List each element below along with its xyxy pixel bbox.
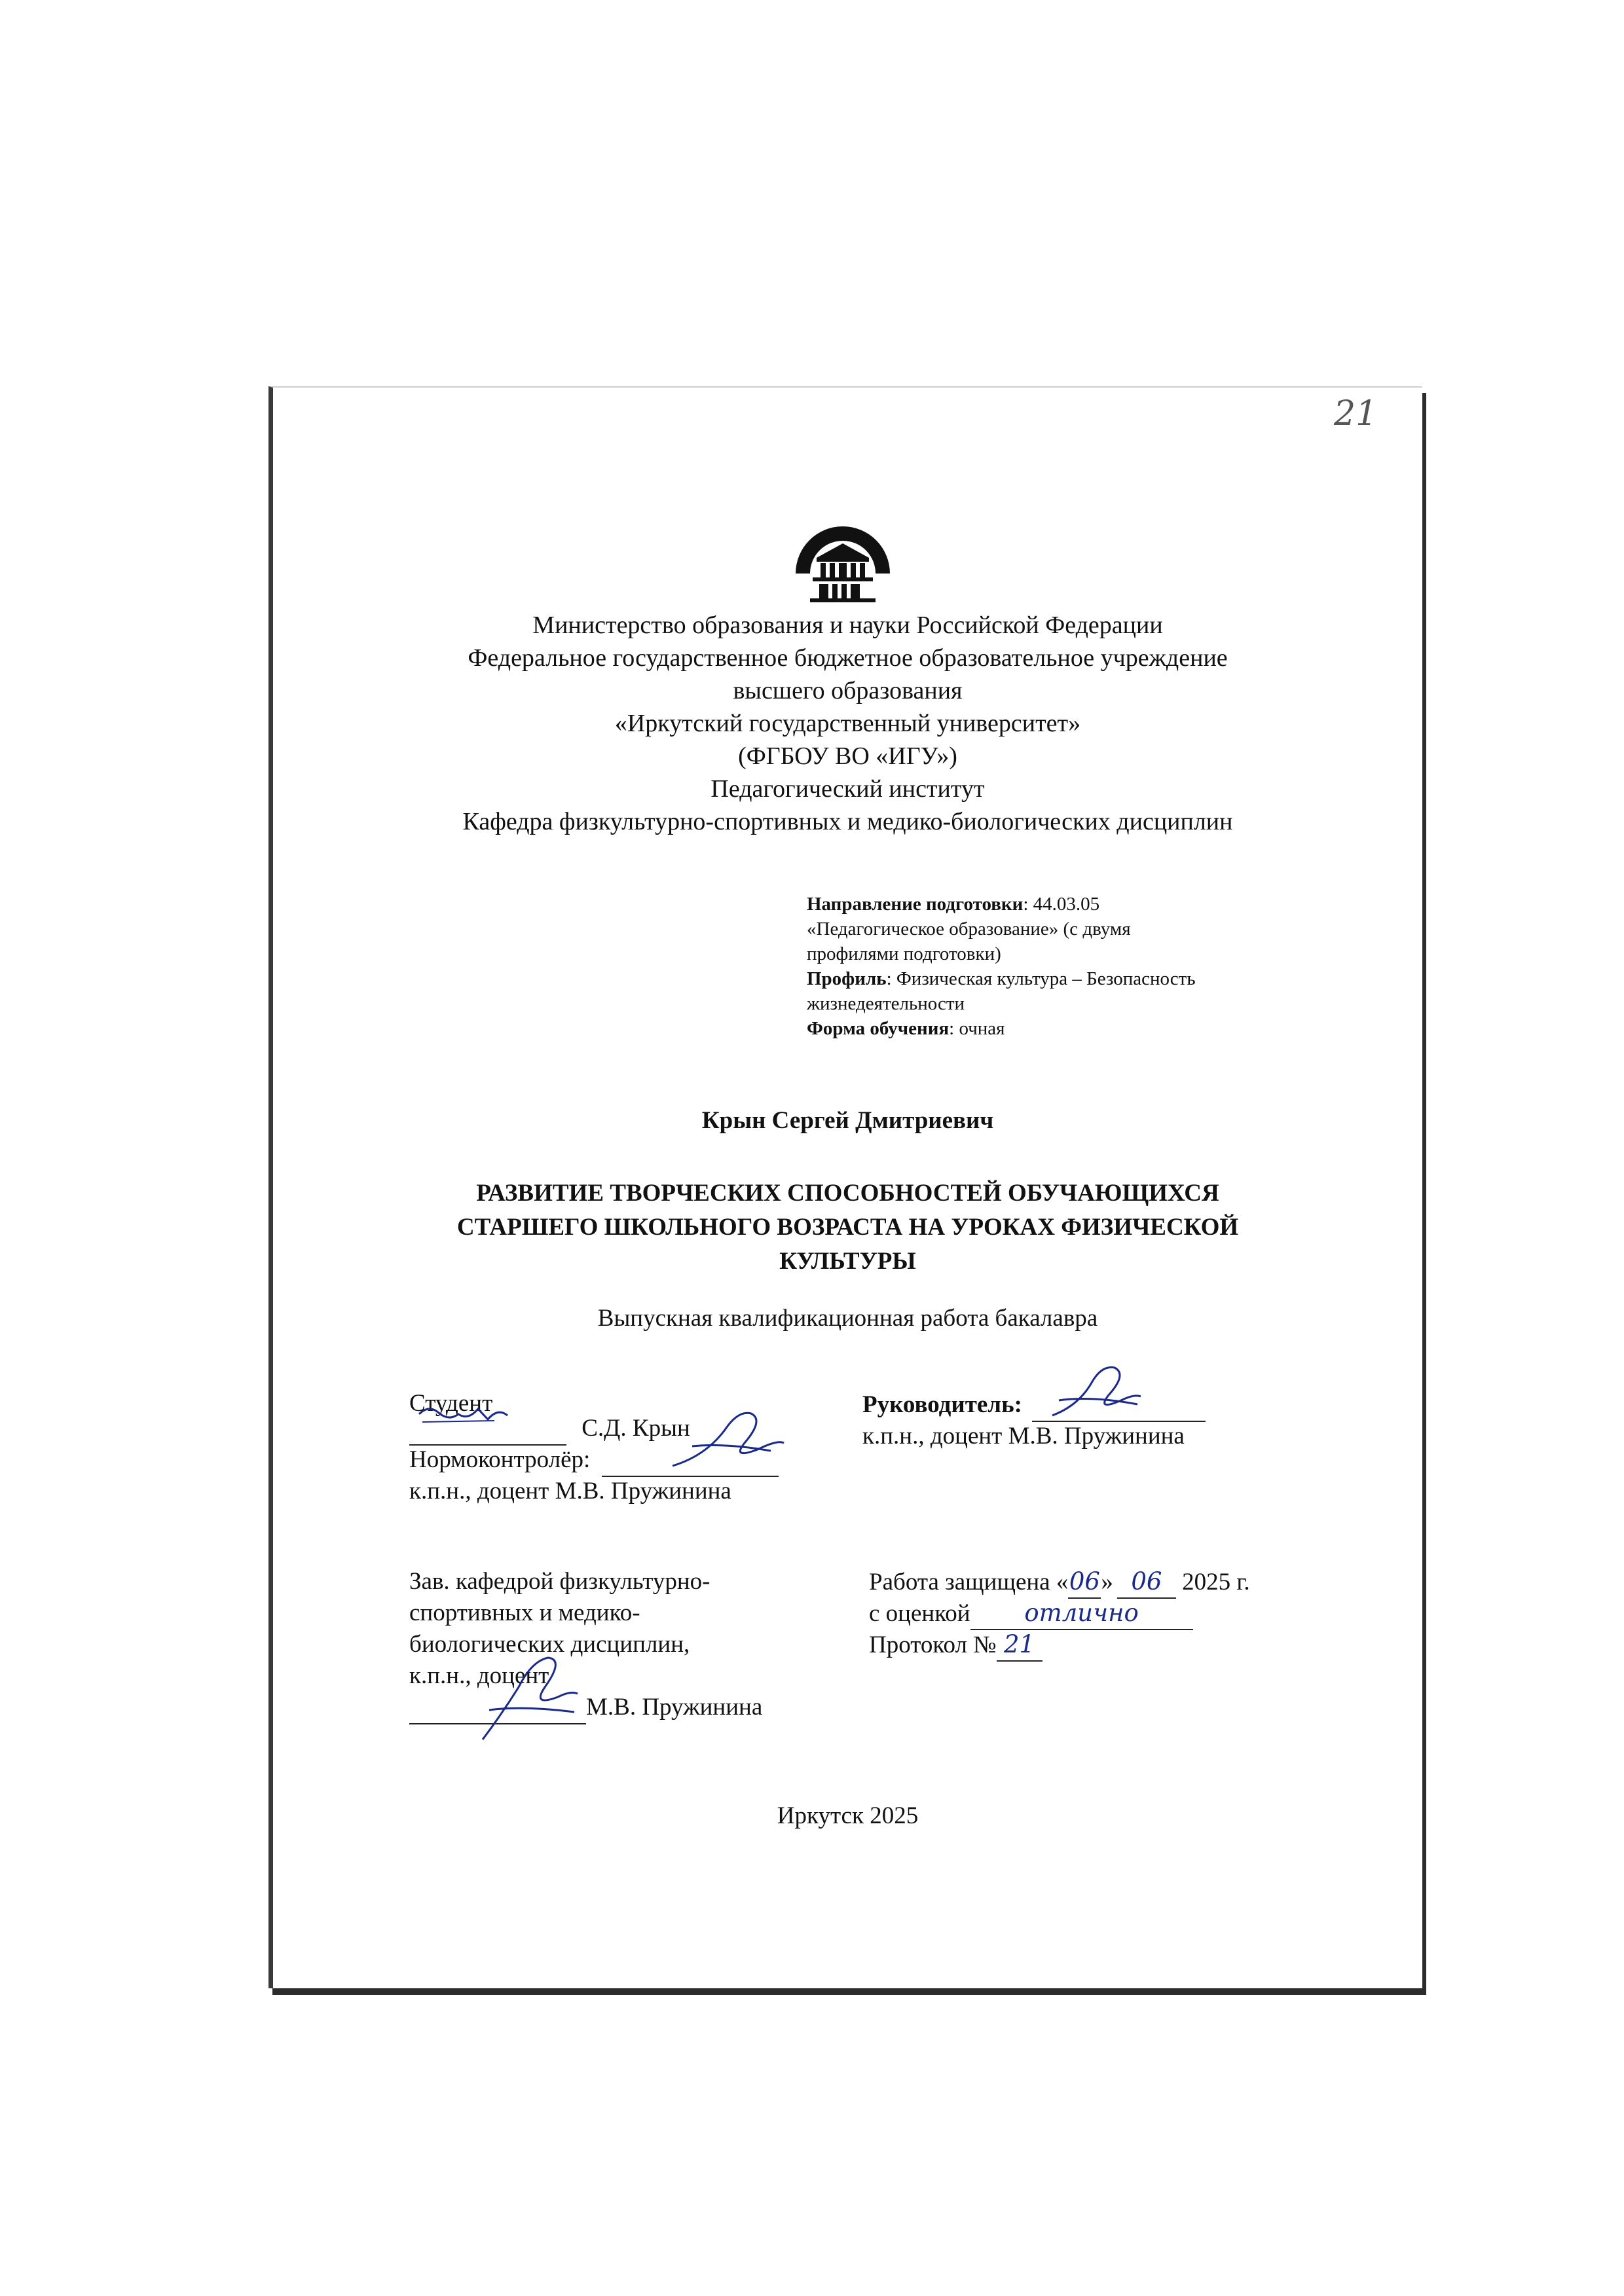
program-info <box>807 892 1278 1041</box>
supervisor-signature-mark <box>1046 1360 1144 1425</box>
form-label: Форма обучения <box>807 1018 950 1039</box>
thesis-title <box>273 1176 1422 1279</box>
protocol-value: 21 <box>997 1629 1043 1662</box>
head-line-4: к.п.н., доцент <box>409 1662 549 1689</box>
author-name: Крын Сергей Дмитриевич <box>701 1107 994 1134</box>
defense-mid: » <box>1101 1569 1113 1595</box>
head-signature-mark <box>470 1648 581 1746</box>
normcontrol-signature-mark <box>666 1404 790 1476</box>
university-logo <box>790 519 895 602</box>
thesis-title-line-1: РАЗВИТИЕ ТВОРЧЕСКИХ СПОСОБНОСТЕЙ ОБУЧАЮЩИХСЯ <box>476 1180 1219 1207</box>
supervisor-label: Руководитель: <box>862 1391 1022 1418</box>
defense-year: 2025 г. <box>1182 1569 1250 1595</box>
header-education-level: высшего образования <box>733 677 963 704</box>
defense-day: 06 <box>1068 1566 1101 1599</box>
header-abbreviation: (ФГБОУ ВО «ИГУ») <box>738 742 957 770</box>
profile-line <box>807 966 1278 991</box>
header-institution-type: Федеральное государственное бюджетное образовательное учреждение <box>468 644 1228 672</box>
head-name: М.В. Пружинина <box>586 1694 763 1721</box>
direction-label: Направление подготовки <box>807 894 1024 915</box>
form-value: : очная <box>949 1018 1005 1039</box>
supervisor-person: к.п.н., доцент М.В. Пружинина <box>862 1423 1185 1449</box>
normcontrol-label: Нормоконтролёр: <box>409 1446 591 1473</box>
head-line-2: спортивных и медико- <box>409 1599 640 1626</box>
direction-line <box>807 892 1278 917</box>
defense-row <box>869 1566 1250 1599</box>
form-line <box>807 1016 1278 1041</box>
direction-line-2: «Педагогическое образование» (с двумя <box>807 919 1131 939</box>
defense-month: 06 <box>1117 1566 1176 1599</box>
student-signature-mark <box>416 1401 514 1427</box>
grade-row <box>869 1597 1193 1630</box>
header-ministry: Министерство образования и науки Российской Федерации <box>532 611 1163 639</box>
header-department: Кафедра физкультурно-спортивных и медико-биологических дисциплин <box>462 808 1233 835</box>
profile-line-2: жизнедеятельности <box>807 993 965 1014</box>
header-institute: Педагогический институт <box>710 775 985 803</box>
protocol-row <box>869 1629 1043 1662</box>
grade-label: с оценкой <box>869 1600 970 1627</box>
thesis-title-line-3: КУЛЬТУРЫ <box>779 1248 916 1275</box>
head-line-3: биологических дисциплин, <box>409 1631 690 1658</box>
student-label: Студент <box>409 1390 493 1417</box>
profile-label: Профиль <box>807 968 887 989</box>
footer-city-year: Иркутск 2025 <box>777 1802 919 1829</box>
head-line-1: Зав. кафедрой физкультурно- <box>409 1568 710 1595</box>
grade-value: отлично <box>970 1597 1193 1630</box>
student-name: С.Д. Крын <box>581 1415 690 1442</box>
title-page <box>268 386 1422 1988</box>
protocol-label: Протокол № <box>869 1631 997 1658</box>
head-signature-row <box>409 1692 762 1724</box>
header-university: «Иркутский государственный университет» <box>614 710 1081 737</box>
direction-line-3: профилями подготовки) <box>807 943 1001 964</box>
profile-value: : Физическая культура – Безопасность <box>886 968 1196 989</box>
defense-prefix: Работа защищена « <box>869 1569 1069 1595</box>
supervisor-row <box>862 1389 1206 1422</box>
thesis-title-line-2: СТАРШЕГО ШКОЛЬНОГО ВОЗРАСТА НА УРОКАХ ФИЗИЧЕСКОЙ <box>456 1214 1239 1241</box>
direction-value: : 44.03.05 <box>1023 894 1100 915</box>
normcontrol-person: к.п.н., доцент М.В. Пружинина <box>409 1478 731 1504</box>
work-type: Выпускная квалификационная работа бакалавра <box>597 1305 1098 1332</box>
page-number: 21 <box>1334 394 1378 433</box>
